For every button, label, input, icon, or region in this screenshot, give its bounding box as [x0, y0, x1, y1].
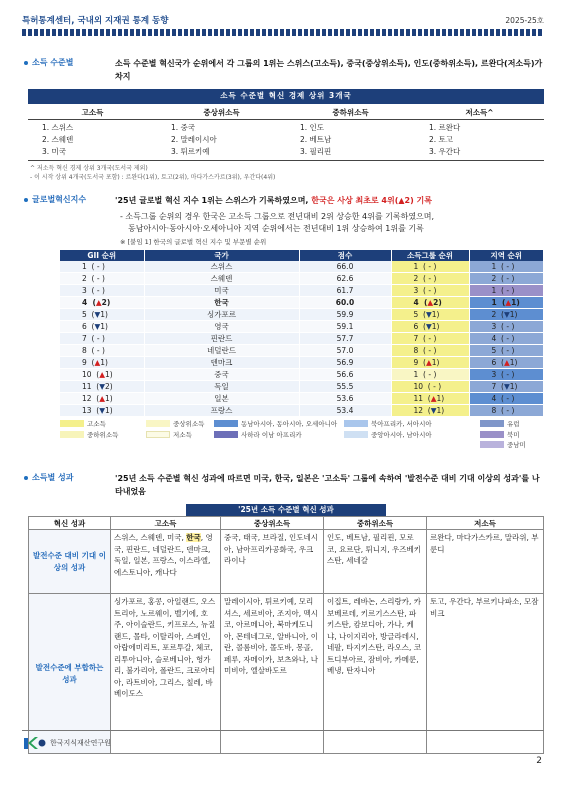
gii-rank-cell: 11 (▼2) — [60, 381, 144, 393]
highlight-korea: 한국 — [186, 533, 201, 542]
col-header: 중상위소득 — [221, 517, 324, 530]
region-rank-cell: 6 (▲1) — [469, 357, 544, 369]
score-cell: 56.6 — [299, 369, 391, 381]
legend-item: 유럽 — [480, 420, 520, 429]
gii-rank-cell: 9 (▲1) — [60, 357, 144, 369]
figure-caption: ※ [붙임 1] 한국의 글로벌 혁신 지수 및 부문별 순위 — [120, 238, 267, 246]
legend-item: 중상위소득 — [146, 420, 204, 429]
gii-rank-cell: 10 (▲1) — [60, 369, 144, 381]
country-cell: 중국 — [144, 369, 299, 381]
col-header: 저소득^ — [415, 104, 544, 120]
score-cell: 61.7 — [299, 285, 391, 297]
region-rank-cell: 1 ( - ) — [469, 285, 544, 297]
table-cell: 인도, 베트남, 필리핀, 모로코, 요르단, 튀니지, 우즈베키스탄, 세네갈 — [324, 530, 427, 594]
table-title: '25년 소득 수준별 혁신 성과 — [186, 504, 386, 516]
country-cell: 덴마크 — [144, 357, 299, 369]
table-cell: 3. 우간다 — [429, 147, 461, 156]
gii-rank-cell: 1 ( - ) — [60, 261, 144, 273]
gii-rank-cell: 4 (▲2) — [60, 297, 144, 309]
score-cell: 59.9 — [299, 309, 391, 321]
gii-rank-cell: 3 ( - ) — [60, 285, 144, 297]
score-cell: 59.1 — [299, 321, 391, 333]
table-cell: 스위스, 스웨덴, 미국, 한국, 영국, 핀란드, 네덜란드, 덴마크, 독일, 일본, 프랑스, 이스라엘, 에스토니아, 캐나다 — [111, 530, 221, 594]
gii-section — [22, 194, 544, 448]
legend-item: 동남아시아, 동아시아, 오세아니아 — [214, 420, 337, 429]
table-cell: 2. 토고 — [429, 135, 454, 144]
score-cell: 53.6 — [299, 393, 391, 405]
income-rank-cell: 11 (▲1) — [391, 393, 469, 405]
summary-part: '25년 글로벌 혁신 지수 1위는 스위스가 기록하였으며, — [115, 196, 312, 205]
section-label: 소득 수준별 — [32, 58, 74, 67]
legend-item: 북아프리카, 서아시아 — [344, 420, 432, 429]
col-header: 지역 순위 — [469, 250, 544, 261]
legend-item: 사하라 이남 아프리카 — [214, 431, 302, 440]
table-cell: 3. 미국 — [42, 147, 67, 156]
region-rank-cell: 5 ( - ) — [469, 345, 544, 357]
country-cell: 싱가포르 — [144, 309, 299, 321]
table-row — [60, 321, 544, 333]
header-issue: 2025-25호 — [505, 16, 544, 25]
table-row — [60, 357, 544, 369]
region-rank-cell: 3 ( - ) — [469, 321, 544, 333]
gii-rank-cell: 8 ( - ) — [60, 345, 144, 357]
region-rank-cell: 2 (▼1) — [469, 309, 544, 321]
legend-item: 저소득 — [146, 431, 192, 440]
table-row — [60, 369, 544, 381]
score-cell: 57.0 — [299, 345, 391, 357]
income-rank-cell: 7 ( - ) — [391, 333, 469, 345]
gii-rank-cell: 5 (▼1) — [60, 309, 144, 321]
table-cell: 르완다, 마다가스카르, 말라위, 부룬디 — [427, 530, 544, 594]
country-cell: 일본 — [144, 393, 299, 405]
income-performance-section — [22, 472, 544, 754]
table-title: 소득 수준별 혁신 경제 상위 3개국 — [28, 89, 544, 102]
score-cell: 55.5 — [299, 381, 391, 393]
col-header: 국가 — [144, 250, 299, 261]
col-header: 고소득 — [28, 104, 157, 120]
col-header: 소득그룹 순위 — [391, 250, 469, 261]
legend-item: 중앙아시아, 남아시아 — [344, 431, 432, 440]
detail-line: 동남아시아·동아시아·오세아니아 지역 순위에서는 전년대비 1위 상승하여 1위를 기록 — [128, 224, 424, 233]
summary-highlight: 한국은 사상 최초로 4위(▲2) 기록 — [311, 196, 432, 205]
gii-ranking-table — [60, 250, 544, 417]
kiip-logo-icon — [24, 736, 46, 750]
table-cell: 1. 중국 — [171, 123, 196, 132]
country-cell: 스위스 — [144, 261, 299, 273]
region-rank-cell: 7 (▼1) — [469, 381, 544, 393]
row-header: 발전수준에 부합하는 성과 — [29, 594, 111, 754]
table-cell: 2. 스웨덴 — [42, 135, 74, 144]
bullet-icon — [24, 476, 28, 480]
table-cell: 2. 말레이시아 — [171, 135, 217, 144]
table-row — [60, 285, 544, 297]
table-row — [60, 333, 544, 345]
table-cell: 1. 르완다 — [429, 123, 461, 132]
income-rank-cell: 4 (▲2) — [391, 297, 469, 309]
income-rank-cell: 1 ( - ) — [391, 261, 469, 273]
col-header: GII 순위 — [60, 250, 144, 261]
gii-rank-cell: 7 ( - ) — [60, 333, 144, 345]
col-header: 고소득 — [111, 517, 221, 530]
gii-legend — [60, 420, 544, 448]
table-row — [60, 381, 544, 393]
country-cell: 미국 — [144, 285, 299, 297]
table-row — [60, 393, 544, 405]
table-cell: 3. 튀르키예 — [171, 147, 210, 156]
table-cell: 1. 인도 — [300, 123, 325, 132]
header-source: 특허통계센터, 국내외 지재권 통계 동향 — [22, 16, 169, 26]
bullet-icon — [24, 198, 28, 202]
score-cell: 60.0 — [299, 297, 391, 309]
score-cell: 66.0 — [299, 261, 391, 273]
score-cell: 57.7 — [299, 333, 391, 345]
income-rank-cell: 10 ( - ) — [391, 381, 469, 393]
gii-rank-cell: 13 (▼1) — [60, 405, 144, 417]
section-summary: '25년 소득 수준별 혁신 성과에 따르면 미국, 한국, 일본은 '고소득' 그룹에 속하여 '발전수준 대비 기대 이상의 성과'를 나타내었음 — [115, 474, 540, 496]
legend-item: 고소득 — [60, 420, 106, 429]
score-cell: 62.6 — [299, 273, 391, 285]
region-rank-cell: 1 ( - ) — [469, 261, 544, 273]
income-rank-cell: 12 (▼1) — [391, 405, 469, 417]
legend-item: 중하위소득 — [60, 431, 118, 440]
table-cell: 2. 베트남 — [300, 135, 332, 144]
col-header: 점수 — [299, 250, 391, 261]
table-note: ^ 저소득 혁신 경제 상위 3개국(도서국 제외) — [30, 165, 148, 172]
col-header: 혁신 성과 — [29, 517, 111, 530]
region-rank-cell: 4 ( - ) — [469, 333, 544, 345]
section-label: 글로벌혁신지수 — [32, 195, 87, 204]
income-level-section — [22, 57, 544, 182]
region-rank-cell: 1 (▲1) — [469, 297, 544, 309]
report-header — [22, 12, 544, 28]
col-header: 중상위소득 — [157, 104, 286, 120]
income-rank-cell: 2 ( - ) — [391, 273, 469, 285]
income-rank-cell: 5 (▼1) — [391, 309, 469, 321]
table-cell: 싱가포르, 홍콩, 아일랜드, 오스트리아, 노르웨이, 벨기에, 호주, 아이슬란드, 키프로스, 뉴질랜드, 몰타, 이탈리아, 스페인, 아랍에미리트, 포르투갈, 체코, 리투아니아, 슬로베니아, 헝가리, 불가리아, 폴란드, 크로아티아, 라트비아, 그리스, 칠레, 바베이도스 — [111, 594, 221, 754]
income-rank-cell: 3 ( - ) — [391, 285, 469, 297]
country-cell: 프랑스 — [144, 405, 299, 417]
income-rank-cell: 1 ( - ) — [391, 369, 469, 381]
legend-item: 북미 — [480, 431, 520, 440]
country-cell: 핀란드 — [144, 333, 299, 345]
table-row — [60, 273, 544, 285]
score-cell: 53.4 — [299, 405, 391, 417]
region-rank-cell: 3 ( - ) — [469, 369, 544, 381]
table-cell: 3. 필리핀 — [300, 147, 332, 156]
region-rank-cell: 8 ( - ) — [469, 405, 544, 417]
table-row — [60, 345, 544, 357]
table-note: - 이 시작 상위 4개국(도서국 포함) : 르완다(1위), 토고(2위), 마다가스카르(3위), 우간다(4위) — [30, 174, 276, 181]
table-row — [60, 309, 544, 321]
section-summary: 소득 수준별 혁신국가 순위에서 각 그룹의 1위는 스위스(고소득), 중국(중상위소득), 인도(중하위소득), 르완다(저소득)가 차지 — [115, 59, 543, 81]
table-cell: 1. 스위스 — [42, 123, 74, 132]
page-number: 2 — [536, 756, 542, 766]
section-summary — [115, 194, 544, 207]
col-header: 중하위소득 — [324, 517, 427, 530]
section-label: 소득별 성과 — [32, 473, 74, 482]
region-rank-cell: 2 ( - ) — [469, 273, 544, 285]
gii-rank-cell: 2 ( - ) — [60, 273, 144, 285]
gii-rank-cell: 12 (▲1) — [60, 393, 144, 405]
country-cell: 독일 — [144, 381, 299, 393]
bullet-icon — [24, 61, 28, 65]
country-cell: 스웨덴 — [144, 273, 299, 285]
row-header: 발전수준 대비 기대 이상의 성과 — [29, 530, 111, 594]
table-cell: 말레이시아, 튀르키예, 모리셔스, 세르비아, 조지아, 멕시코, 아르메니아, 북마케도니아, 몬테네그로, 알바니아, 이란, 콜롬비아, 몰도바, 몽골, 페루, 자메이카, 보츠와나, 나미비아, 엘살바도르 — [221, 594, 324, 754]
country-cell: 네덜란드 — [144, 345, 299, 357]
table-row — [60, 261, 544, 273]
country-cell: 한국 — [144, 297, 299, 309]
table-row — [60, 297, 544, 309]
income-rank-cell: 9 (▲1) — [391, 357, 469, 369]
income-rank-cell: 6 (▼1) — [391, 321, 469, 333]
country-cell: 영국 — [144, 321, 299, 333]
legend-item: 중남미 — [480, 441, 526, 450]
org-name: 한국지식재산연구원 — [50, 739, 111, 747]
table-cell: 중국, 태국, 브라질, 인도네시아, 남아프리카공화국, 우크라이나 — [221, 530, 324, 594]
table-cell: 토고, 우간다, 부르키나파소, 모잠비크 — [427, 594, 544, 754]
header-divider — [22, 29, 544, 36]
table-cell: 이집트, 레바논, 스리랑카, 카보베르데, 키르기스스탄, 파키스탄, 캄보디아, 가나, 케냐, 나이지리아, 방글라데시, 네팔, 타지키스탄, 라오스, 코트디부아르, 잠비아, 카메룬, 베냉, 탄자니아 — [324, 594, 427, 754]
table-row — [60, 405, 544, 417]
col-header: 저소득 — [427, 517, 544, 530]
gii-rank-cell: 6 (▼1) — [60, 321, 144, 333]
region-rank-cell: 4 ( - ) — [469, 393, 544, 405]
footer-divider — [22, 730, 544, 731]
col-header: 중하위소득 — [286, 104, 415, 120]
score-cell: 56.9 — [299, 357, 391, 369]
org-logo — [24, 736, 111, 750]
income-rank-cell: 8 ( - ) — [391, 345, 469, 357]
top3-by-income-table — [28, 104, 544, 160]
detail-line: - 소득그룹 순위의 경우 한국은 고소득 그룹으로 전년대비 2위 상승한 4위를 기록하였으며, — [120, 212, 435, 221]
income-performance-table — [28, 516, 544, 754]
